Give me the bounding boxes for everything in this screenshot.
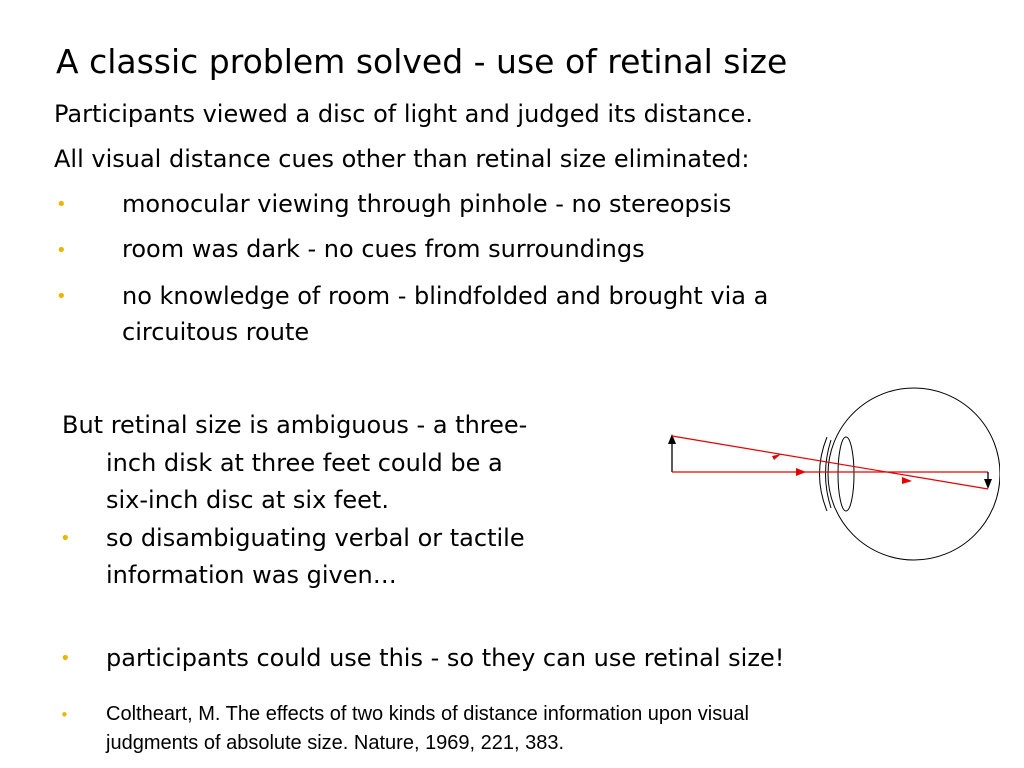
bullet-icon: • <box>56 194 67 215</box>
cue-item-no-knowledge-cont: circuitous route <box>122 318 310 346</box>
ambiguity-line-2: inch disk at three feet could be a <box>106 449 503 477</box>
ambiguity-line-3: six-inch disc at six feet. <box>106 486 389 514</box>
bullet-icon: • <box>56 286 67 307</box>
bullet-icon: • <box>60 648 71 669</box>
ray-arrow-icon <box>796 468 806 476</box>
intro-line-2: All visual distance cues other than retinal size eliminated: <box>54 145 750 173</box>
lens-outline <box>838 437 854 511</box>
ray-arrow-icon <box>772 454 781 460</box>
intro-line-1: Participants viewed a disc of light and judged its distance. <box>54 100 753 128</box>
slide-title: A classic problem solved - use of retinal size <box>56 42 788 81</box>
ray-arrow-icon <box>902 477 912 484</box>
reference-line-2: judgments of absolute size. Nature, 1969, 221, 383. <box>106 732 565 754</box>
bullet-icon: • <box>56 240 67 261</box>
disambiguation-line-1: so disambiguating verbal or tactile <box>106 524 525 552</box>
cue-item-no-knowledge: no knowledge of room - blindfolded and brought via a <box>122 282 769 310</box>
bullet-icon: • <box>60 706 69 724</box>
conclusion-line: participants could use this - so they can use retinal size! <box>106 644 785 672</box>
bullet-icon: • <box>60 528 71 549</box>
cue-item-dark-room: room was dark - no cues from surroundings <box>122 235 645 263</box>
eye-ray-diagram <box>660 380 1000 570</box>
ambiguity-line-1: But retinal size is ambiguous - a three- <box>62 411 528 439</box>
cue-item-monocular: monocular viewing through pinhole - no stereopsis <box>122 190 732 218</box>
retinal-image-arrowhead-icon <box>984 479 992 489</box>
reference-line-1: Coltheart, M. The effects of two kinds of distance information upon visual <box>106 703 749 725</box>
disambiguation-line-2: information was given… <box>106 561 397 589</box>
object-arrowhead-icon <box>668 434 676 444</box>
